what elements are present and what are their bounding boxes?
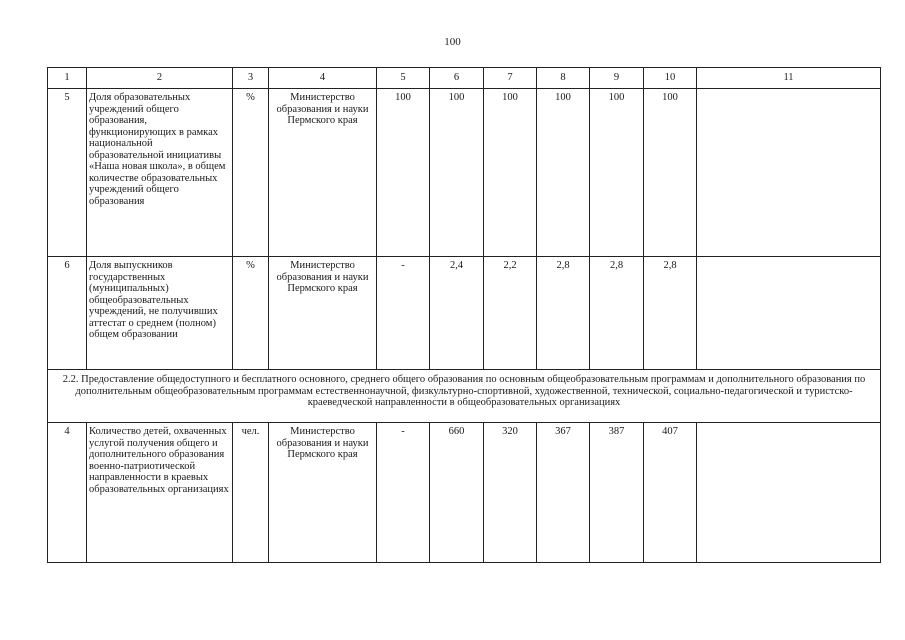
note-cell — [697, 423, 881, 563]
column-header: 8 — [537, 68, 590, 89]
indicator-description: Доля выпускников государственных (муниципальных) общеобразовательных учреждений, не получивших аттестат о среднем (полном) общем образовании — [87, 257, 233, 370]
unit-cell: чел. — [233, 423, 269, 563]
page-number: 100 — [444, 36, 461, 48]
responsible-cell: Министерство образования и науки Пермского края — [269, 89, 377, 257]
section-heading: 2.2. Предоставление общедоступного и бесплатного основного, среднего общего образования по основным общеобразовательным программам и дополнительного образования по дополнительным общеобразовательным программам естественнонаучной, физкультурно-спортивной, художественной, технической, социально-педагогической и туристско-краеведческой направленности в общеобразовательных организациях — [48, 370, 881, 423]
value-cell: 2,8 — [537, 257, 590, 370]
value-cell: 100 — [430, 89, 484, 257]
value-cell: - — [377, 257, 430, 370]
row-number: 6 — [48, 257, 87, 370]
value-cell: 387 — [590, 423, 644, 563]
value-cell: 2,2 — [484, 257, 537, 370]
table-row — [48, 89, 881, 257]
value-cell: 100 — [484, 89, 537, 257]
row-number: 4 — [48, 423, 87, 563]
value-cell: 100 — [537, 89, 590, 257]
row-number: 5 — [48, 89, 87, 257]
value-cell: 100 — [377, 89, 430, 257]
responsible-cell: Министерство образования и науки Пермского края — [269, 257, 377, 370]
column-header: 7 — [484, 68, 537, 89]
column-header: 9 — [590, 68, 644, 89]
column-header: 10 — [644, 68, 697, 89]
value-cell: 660 — [430, 423, 484, 563]
responsible-cell: Министерство образования и науки Пермского края — [269, 423, 377, 563]
note-cell — [697, 257, 881, 370]
value-cell: 100 — [644, 89, 697, 257]
table-header-row — [48, 68, 881, 89]
note-cell — [697, 89, 881, 257]
value-cell: 2,8 — [590, 257, 644, 370]
column-header: 4 — [269, 68, 377, 89]
value-cell: 2,8 — [644, 257, 697, 370]
indicator-description: Доля образовательных учреждений общего образования, функционирующих в рамках национальной образовательной инициативы «Наша новая школа», в общем количестве образовательных учреждений общего образования — [87, 89, 233, 257]
indicator-description: Количество детей, охваченных услугой получения общего и дополнительного образования военно-патриотической направленности в краевых образовательных организациях — [87, 423, 233, 563]
value-cell: 2,4 — [430, 257, 484, 370]
value-cell: 100 — [590, 89, 644, 257]
column-header: 3 — [233, 68, 269, 89]
value-cell: 407 — [644, 423, 697, 563]
section-heading-row — [48, 370, 881, 423]
table-row — [48, 257, 881, 370]
column-header: 1 — [48, 68, 87, 89]
value-cell: - — [377, 423, 430, 563]
column-header: 5 — [377, 68, 430, 89]
value-cell: 367 — [537, 423, 590, 563]
column-header: 11 — [697, 68, 881, 89]
unit-cell: % — [233, 257, 269, 370]
column-header: 6 — [430, 68, 484, 89]
indicator-table — [47, 67, 881, 563]
column-header: 2 — [87, 68, 233, 89]
unit-cell: % — [233, 89, 269, 257]
value-cell: 320 — [484, 423, 537, 563]
table-row — [48, 423, 881, 563]
